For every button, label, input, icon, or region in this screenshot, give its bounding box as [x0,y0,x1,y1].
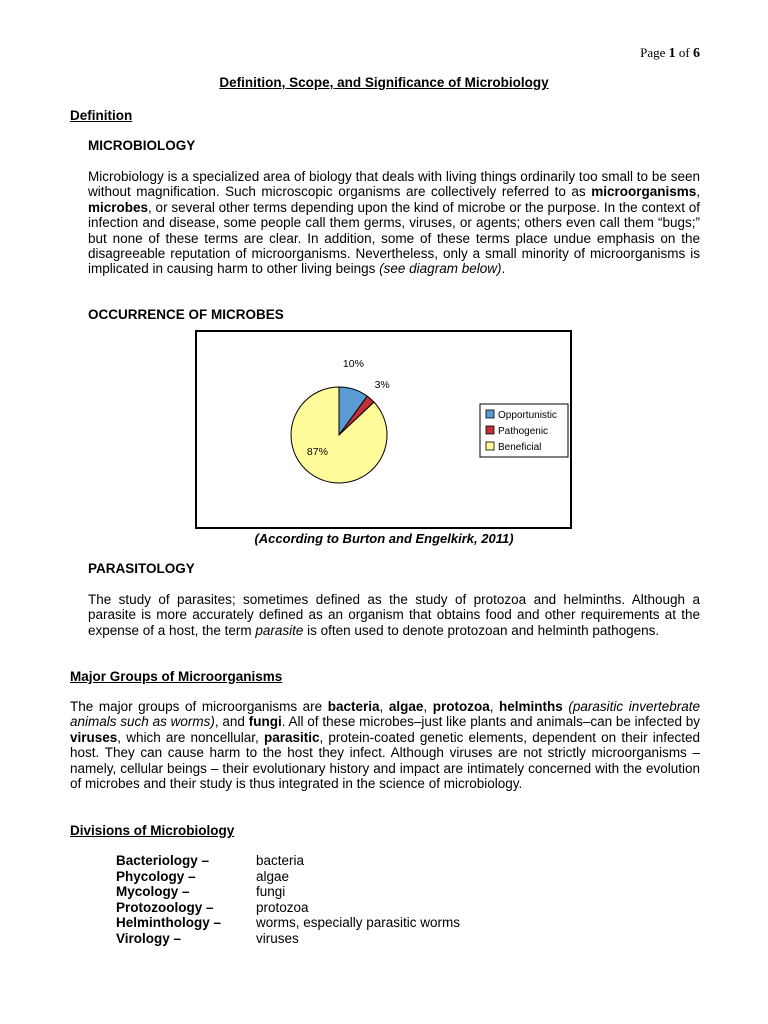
page-number: Page 1 of 6 [640,45,700,61]
legend-label-beneficial: Beneficial [498,442,542,453]
major-groups-paragraph: The major groups of microorganisms are bacteria, algae, protozoa, helminths (parasitic invertebrate animals such as worms), and fungi. All of these microbes–just like plants and animals–can be infected by viruses, which are noncellular, parasitic, protein-coated genetic elements, dependent on their infected host. They can cause harm to the host they infect. Although viruses are not strictly microorganisms – namely, cellular beings – their evolutionary history and impact are intimately concerned with the evolution of microbes and their study is thus integrated in the science of microbiology. [70,699,701,792]
pie-label-beneficial: 87% [306,446,328,459]
microbiology-heading: MICROBIOLOGY [88,138,196,153]
legend-swatch-pathogenic [486,426,494,434]
division-row: Bacteriology – bacteria [116,853,305,868]
legend-swatch-opportunistic [486,410,494,418]
parasitology-heading: PARASITOLOGY [88,561,195,576]
chart-caption: (According to Burton and Engelkirk, 2011) [254,531,514,546]
legend-label-opportunistic: Opportunistic [498,410,557,421]
division-row: Virology – viruses [116,930,299,946]
legend-swatch-beneficial [486,442,494,450]
parasitology-paragraph: The study of parasites; sometimes defined as the study of protozoa and helminths. Although a parasite is more accurately defined as an organism that obtains food and other requirements at the expense of a host, the term parasite is often used to denote protozoan and helminth pathogens. [88,592,700,638]
definition-heading: Definition [70,108,133,123]
major-groups-heading: Major Groups of Microorganisms [70,669,283,684]
microbiology-paragraph: Microbiology is a specialized area of biology that deals with living things ordinarily too small to be seen without magnification. Such microscopic organisms are collectively referred to as microorganisms, microbes, or several other terms depending upon the kind of microbe or the purpose. In the context of infection and disease, some people call them germs, viruses, or agents; others even call them “bugs;” but none of these terms are clear. In addition, some of these terms place undue emphasis on the disagreeable reputation of microorganisms. Nevertheless, only a small minority of microorganisms is implicated in causing harm to other living beings (see diagram below). [88,169,700,277]
divisions-heading: Divisions of Microbiology [70,823,235,838]
division-row: Helminthology – worms, especially parasitic worms [116,915,461,930]
division-row: Mycology – fungi [116,884,286,899]
pie-chart-frame [195,330,572,529]
pie-label-pathogenic: 3% [374,379,390,391]
document-title: Definition, Scope, and Significance of Microbiology [219,75,549,90]
legend-label-pathogenic: Pathogenic [498,426,549,437]
division-row: Protozoology – protozoa [116,899,309,915]
pie-label-opportunistic: 10% [342,357,364,370]
occurrence-heading: OCCURRENCE OF MICROBES [88,307,284,322]
pie-chart [197,332,570,527]
division-row: Phycology – algae [116,868,290,884]
